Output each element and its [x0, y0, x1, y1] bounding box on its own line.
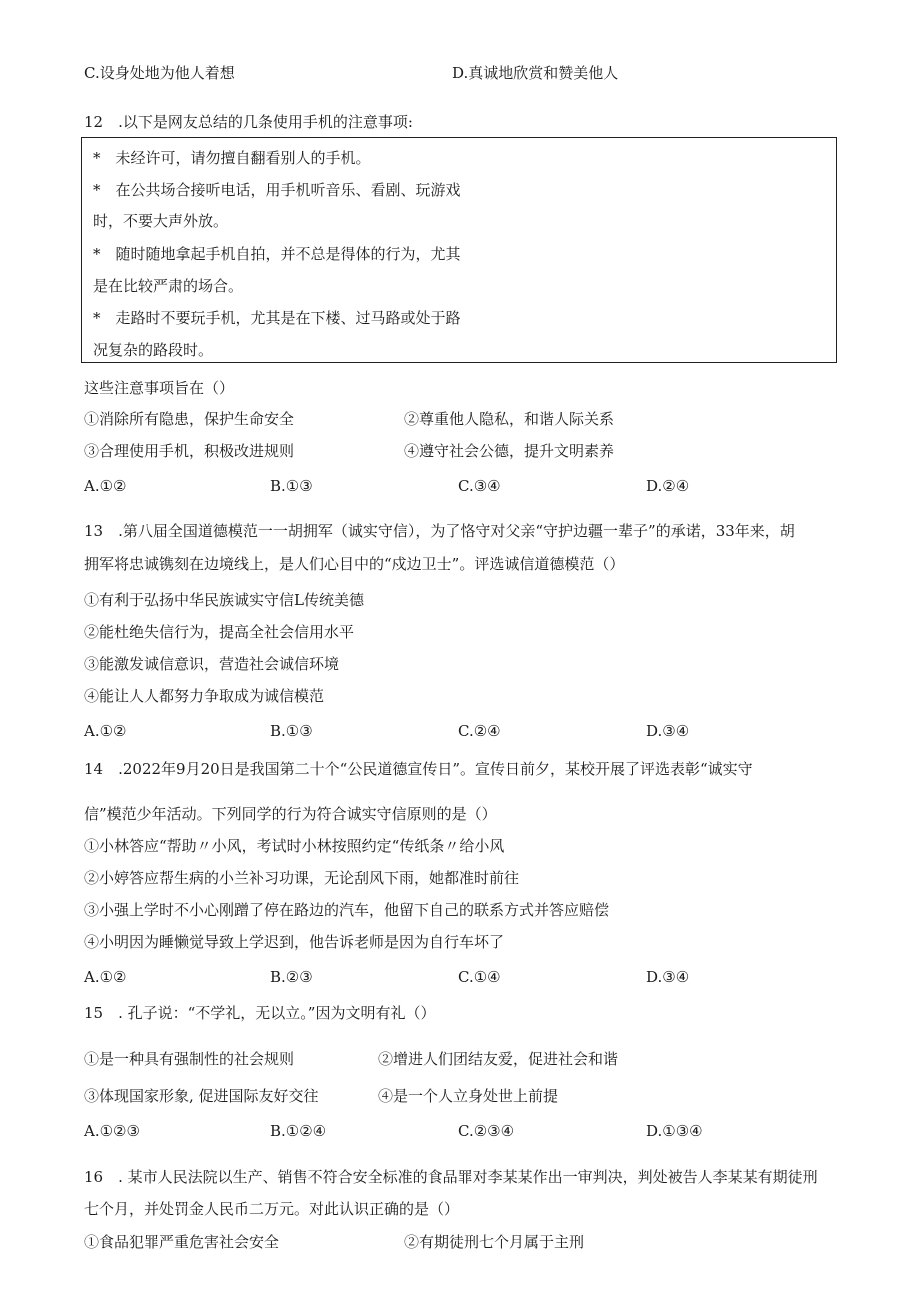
statement-item: ④是一个人立身处世上前提	[378, 1087, 559, 1105]
answer-option: B.①③	[270, 477, 313, 495]
statement-item: ④遵守社会公德，提升文明素养	[404, 442, 615, 460]
answer-option: A.①②	[84, 722, 127, 740]
statement-item: ①食品犯罪严重危害社会安全	[84, 1233, 280, 1251]
statement-item: ③体现国家形象, 促进国际友好交往	[84, 1087, 319, 1105]
statement-item: ②小婷答应帮生病的小兰补习功课，无论刮风下雨，她都准时前往	[84, 869, 520, 887]
notice-line: * 走路时不要玩手机，尤其是在下楼、过马路或处于路	[93, 309, 461, 327]
question-16-line: 七个月，并处罚金人民币二万元。对此认识正确的是（）	[84, 1200, 460, 1218]
answer-option: D.②④	[646, 477, 690, 495]
question-12-text: 这些注意事项旨在（）	[84, 379, 235, 397]
statement-item: ②增进人们团结友爱，促进社会和谐	[378, 1050, 619, 1068]
statement-item: ③能激发诚信意识，营造社会诚信环境	[84, 655, 340, 673]
option-c: C.设身处地为他人着想	[84, 64, 235, 82]
statement-item: ①是一种具有强制性的社会规则	[84, 1050, 295, 1068]
statement-item: ②有期徒刑七个月属于主刑	[404, 1233, 585, 1251]
answer-option: A.①②	[84, 968, 127, 986]
statement-item: ③小强上学时不小心刚蹭了停在路边的汽车，他留下自己的联系方式并答应赔偿	[84, 901, 610, 919]
statement-item: ①有利于弘扬中华民族诚实守信L传统美德	[84, 591, 364, 609]
option-d: D.真诚地欣赏和赞美他人	[452, 64, 619, 82]
answer-option: B.②③	[270, 968, 313, 986]
question-13-line: 拥军将忠诚镌刻在边境线上，是人们心目中的“戍边卫士”。评选诚信道德模范（）	[84, 555, 625, 573]
answer-option: A.①②	[84, 477, 127, 495]
question-16-line: 16 . 某市人民法院以生产、销售不符合安全标准的食品罪对李某某作出一审判决，判处被告人李某某有期徒刑	[84, 1168, 818, 1186]
statement-item: ①消除所有隐患，保护生命安全	[84, 410, 295, 428]
question-12-stem: 12 .以下是网友总结的几条使用手机的注意事项:	[84, 113, 413, 131]
answer-option: D.①③④	[646, 1122, 703, 1140]
question-15-stem: 15 . 孔子说：“不学礼，无以立。”因为文明有礼（）	[84, 1004, 436, 1022]
statement-item: ②能杜绝失信行为，提高全社会信用水平	[84, 623, 355, 641]
answer-option: C.②③④	[458, 1122, 515, 1140]
answer-option: D.③④	[646, 968, 690, 986]
answer-option: C.①④	[458, 968, 501, 986]
notice-line: 是在比较严肃的场合。	[93, 277, 244, 295]
statement-item: ③合理使用手机，积极改进规则	[84, 442, 295, 460]
statement-item: ④能让人人都努力争取成为诚信模范	[84, 687, 325, 705]
statement-item: ④小明因为睡懒觉导致上学迟到，他告诉老师是因为自行车坏了	[84, 933, 505, 951]
statement-item: ②尊重他人隐私，和谐人际关系	[404, 410, 615, 428]
notice-line: 时，不要大声外放。	[93, 212, 229, 230]
notice-line: * 在公共场合接听电话，用手机听音乐、看剧、玩游戏	[93, 181, 461, 199]
notice-line: * 未经许可，请勿擅自翻看别人的手机。	[93, 149, 371, 167]
notice-line: 况复杂的路段时。	[93, 341, 214, 359]
answer-option: B.①③	[270, 722, 313, 740]
answer-option: B.①②④	[270, 1122, 327, 1140]
notice-line: * 随时随地拿起手机自拍，并不总是得体的行为，尤其	[93, 245, 461, 263]
question-14-line: 信”模范少年活动。下列同学的行为符合诚实守信原则的是（）	[84, 805, 497, 823]
question-14-line: 14 .2022年9月20日是我国第二十个“公民道德宣传日”。宣传日前夕，某校开展了评选表彰“诚实守	[84, 760, 753, 778]
answer-option: C.③④	[458, 477, 501, 495]
statement-item: ①小林答应“帮助〃小风，考试时小林按照约定“传纸条〃给小风	[84, 837, 505, 855]
answer-option: D.③④	[646, 722, 690, 740]
question-13-line: 13 .第八届全国道德模范一一胡拥军（诚实守信），为了恪守对父亲“守护边疆一辈子”的承诺，33年来，胡	[84, 522, 795, 540]
answer-option: A.①②③	[84, 1122, 140, 1140]
answer-option: C.②④	[458, 722, 501, 740]
